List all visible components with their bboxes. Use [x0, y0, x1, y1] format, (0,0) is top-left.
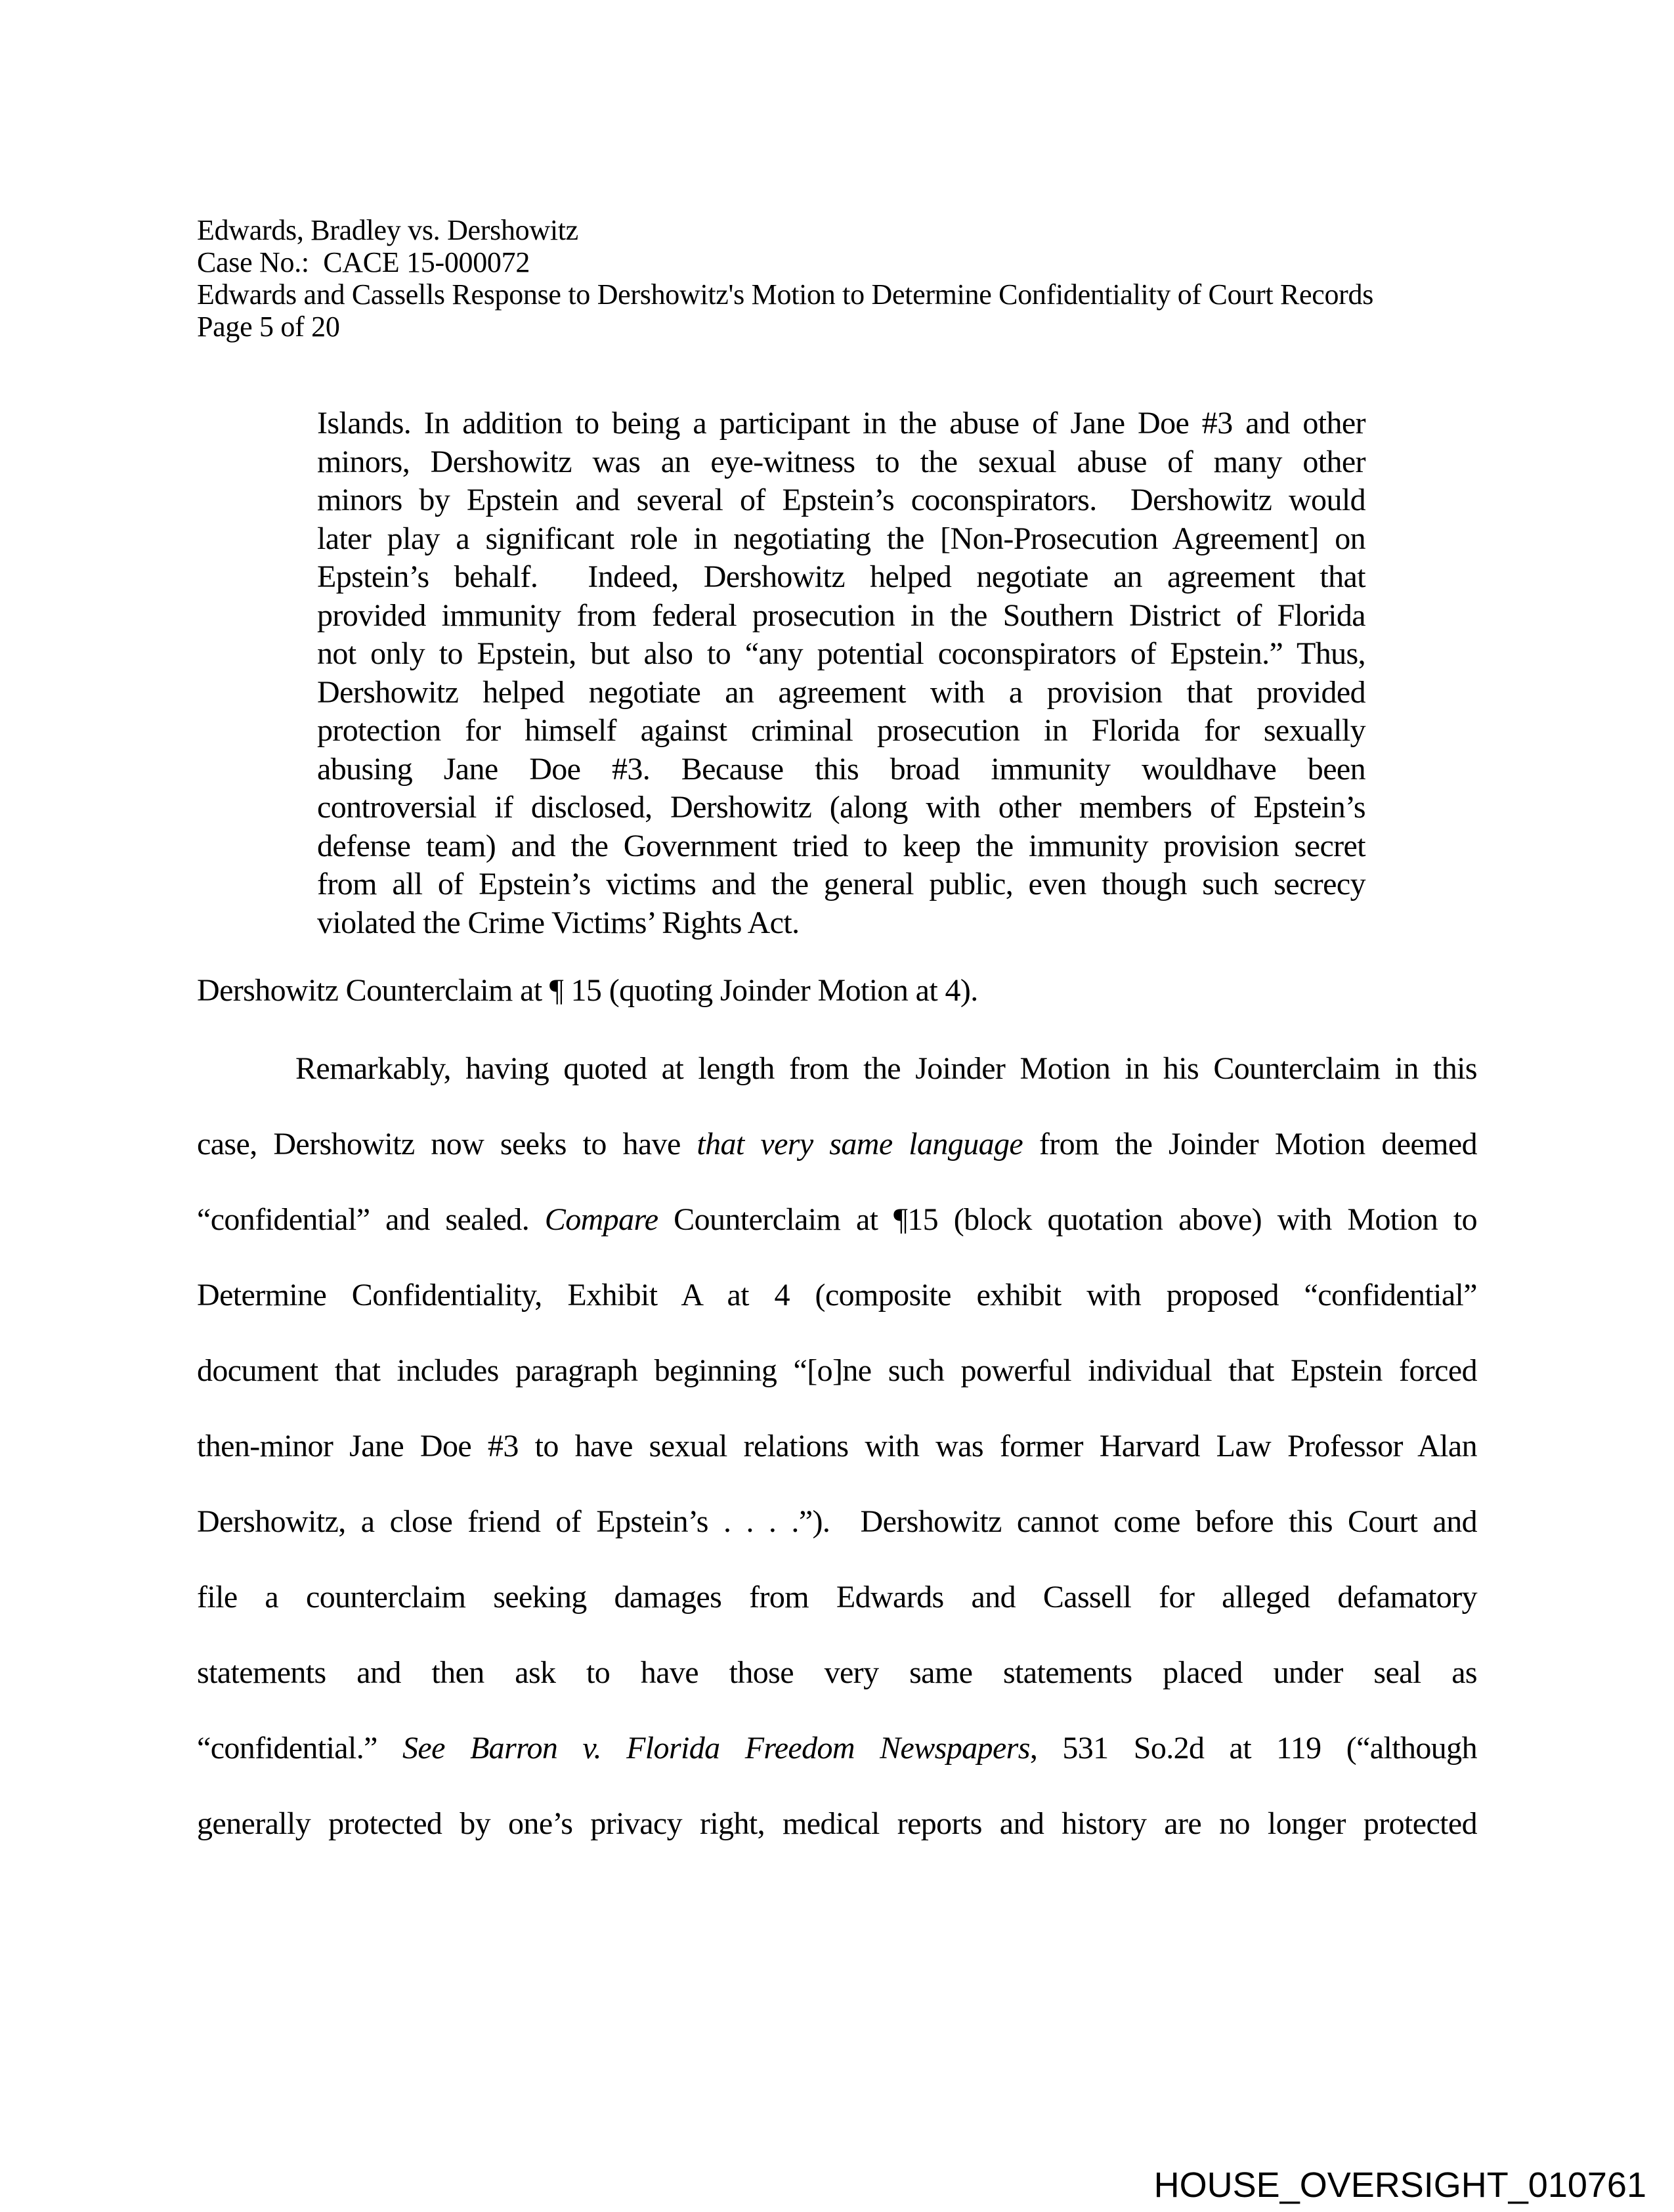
text-segment: Page 5 of 20 [197, 311, 340, 343]
text-segment: later play a significant role in negotiating the [Non-Prosecution Agreement] on [317, 521, 1365, 556]
text-line [197, 1333, 1477, 1408]
bates-number: HOUSE_OVERSIGHT_010761 [1153, 2165, 1646, 2205]
text-line [317, 443, 1365, 482]
text-segment: Dershowitz, a close friend of Epstein’s . . . .”). Dershowitz cannot come before this Court and [197, 1504, 1477, 1539]
text-segment: document that includes paragraph beginning “[o]ne such powerful individual that Epstein forced [197, 1353, 1477, 1388]
text-line [317, 904, 1365, 943]
text-line [317, 520, 1365, 559]
text-segment: Edwards, Bradley vs. Dershowitz [197, 214, 578, 246]
text-line [197, 1786, 1477, 1861]
italic-text-segment: See Barron v. Florida Freedom Newspapers [402, 1731, 1030, 1766]
text-segment: statements and then ask to have those very same statements placed under seal as [197, 1655, 1477, 1690]
text-line [317, 827, 1365, 866]
text-segment: Determine Confidentiality, Exhibit A at 4 (composite exhibit with proposed “confidential” [197, 1278, 1477, 1312]
text-segment: protection for himself against criminal prosecution in Florida for sexually [317, 713, 1365, 748]
text-segment: Remarkably, having quoted at length from the Joinder Motion in his Counterclaim in this [295, 1051, 1477, 1086]
text-segment: Epstein’s behalf. Indeed, Dershowitz helped negotiate an agreement that [317, 559, 1365, 594]
text-line [197, 1710, 1477, 1786]
text-line [197, 311, 1510, 343]
text-line [317, 750, 1365, 789]
text-line [197, 1182, 1477, 1257]
body-paragraph [197, 1031, 1477, 1861]
text-segment: Islands. In addition to being a participant in the abuse of Jane Doe #3 and other [317, 406, 1365, 441]
text-segment: Dershowitz helped negotiate an agreement with a provision that provided [317, 674, 1365, 710]
italic-text-segment: Compare [544, 1202, 658, 1237]
text-line [197, 1484, 1477, 1559]
text-segment: Case No.: CACE 15-000072 [197, 246, 530, 278]
citation-line: Dershowitz Counterclaim at ¶ 15 (quoting Joinder Motion at 4). [197, 973, 978, 1008]
text-line [197, 1408, 1477, 1484]
text-line [197, 1559, 1477, 1635]
text-line [197, 1106, 1477, 1182]
text-line [197, 1257, 1477, 1333]
text-line [317, 635, 1365, 674]
text-segment: controversial if disclosed, Dershowitz (along with other members of Epstein’s [317, 790, 1365, 825]
text-segment: file a counterclaim seeking damages from Edwards and Cassell for alleged defamatory [197, 1580, 1477, 1615]
text-segment: Counterclaim at ¶15 (block quotation above) with Motion to [658, 1202, 1477, 1237]
text-line [317, 481, 1365, 520]
text-segment: from all of Epstein’s victims and the general public, even though such secrecy [317, 867, 1365, 901]
case-caption-header [197, 214, 1510, 343]
text-segment: Edwards and Cassells Response to Dershowitz's Motion to Determine Confidentiality of Court Records [197, 278, 1374, 311]
text-line [197, 1031, 1477, 1106]
text-segment: case, Dershowitz now seeks to have [197, 1127, 697, 1161]
text-segment: minors, Dershowitz was an eye-witness to the sexual abuse of many other [317, 444, 1365, 479]
block-quotation [317, 404, 1365, 942]
text-segment: then-minor Jane Doe #3 to have sexual relations with was former Harvard Law Professor Alan [197, 1429, 1477, 1464]
text-segment: not only to Epstein, but also to “any potential coconspirators of Epstein.” Thus, [317, 636, 1365, 671]
text-segment: violated the Crime Victims’ Rights Act. [317, 905, 800, 940]
text-line [197, 246, 1510, 278]
text-line [317, 865, 1365, 904]
text-segment: “confidential” and sealed. [197, 1202, 545, 1237]
text-line [317, 674, 1365, 712]
text-line [197, 278, 1510, 311]
text-line [317, 597, 1365, 636]
text-segment: defense team) and the Government tried to keep the immunity provision secret [317, 828, 1365, 863]
text-segment: abusing Jane Doe #3. Because this broad immunity wouldhave been [317, 751, 1365, 787]
text-line [197, 1635, 1477, 1710]
text-line [317, 558, 1365, 597]
text-segment: minors by Epstein and several of Epstein’s coconspirators. Dershowitz would [317, 483, 1365, 517]
text-segment: , 531 So.2d at 119 (“although [1029, 1731, 1477, 1766]
italic-text-segment: that very same language [697, 1127, 1023, 1161]
text-segment: “confidential.” [197, 1731, 402, 1766]
text-line [197, 214, 1510, 246]
text-line [317, 789, 1365, 827]
text-segment: provided immunity from federal prosecution in the Southern District of Florida [317, 597, 1365, 633]
text-segment: from the Joinder Motion deemed [1023, 1127, 1477, 1161]
text-segment: generally protected by one’s privacy right, medical reports and history are no longer protected [197, 1806, 1477, 1841]
text-line [317, 404, 1365, 443]
text-line [317, 712, 1365, 750]
